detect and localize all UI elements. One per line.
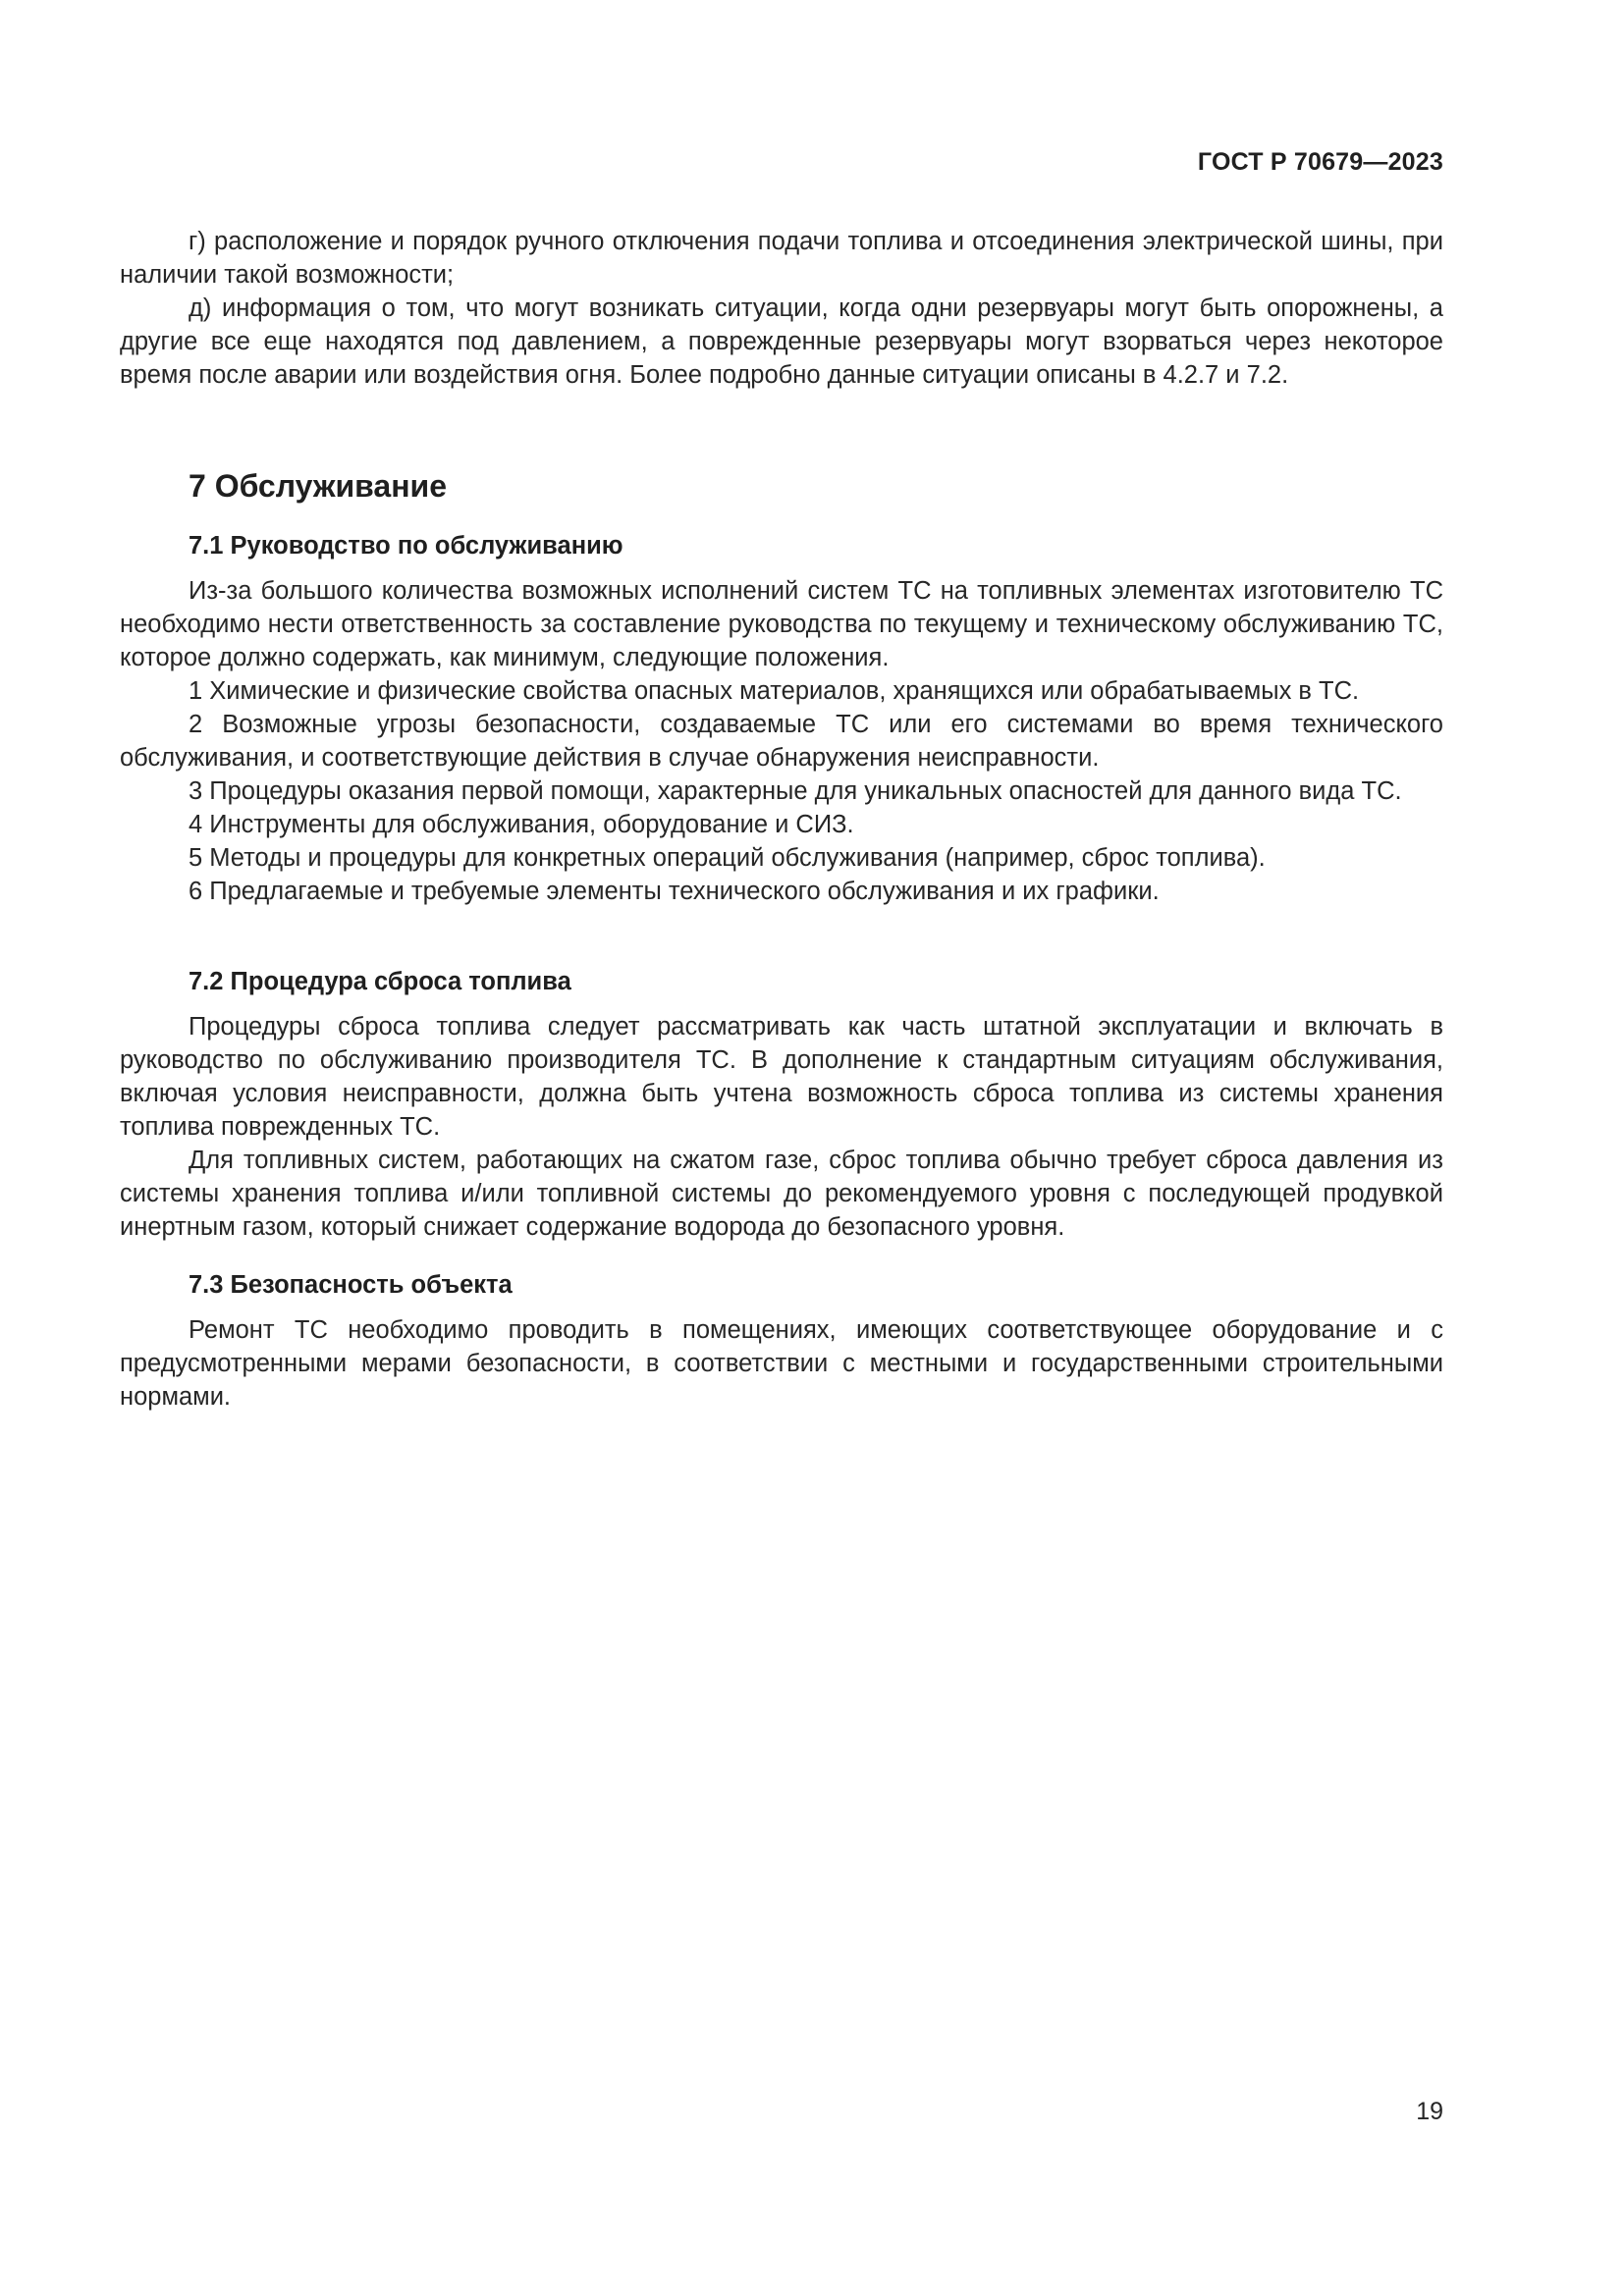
subsection-title: 7.1 Руководство по обслуживанию: [189, 532, 623, 560]
list-item: 6 Предлагаемые и требуемые элементы технического обслуживания и их графики.: [189, 878, 1160, 905]
paragraph: д) информация о том, что могут возникать ситуации, когда одни резервуары могут быть опорожнены, а другие все еще находятся под давлением, а поврежденные резервуары могут взорваться через некоторое время после аварии или воздействия огня. Более подробно данные ситуации описаны в 4.2.7 и 7.2.: [120, 294, 1443, 389]
list-item: 3 Процедуры оказания первой помощи, характерные для уникальных опасностей для данного вида ТС.: [189, 777, 1402, 805]
subsection-title: 7.3 Безопасность объекта: [189, 1271, 513, 1299]
subsection-title: 7.2 Процедура сброса топлива: [189, 968, 571, 995]
section-7: [120, 466, 1443, 506]
section-title: 7 Обслуживание: [189, 468, 448, 504]
list-item: 5 Методы и процедуры для конкретных операций обслуживания (например, сброс топлива).: [189, 844, 1266, 872]
paragraph: г) расположение и порядок ручного отключения подачи топлива и отсоединения электрической шины, при наличии такой возможности;: [120, 228, 1443, 289]
subsection-7-2: [120, 965, 1443, 1244]
list-item: 4 Инструменты для обслуживания, оборудование и СИЗ.: [189, 811, 854, 838]
paragraph: Ремонт ТС необходимо проводить в помещениях, имеющих соответствующее оборудование и с предусмотренными мерами безопасности, в соответствии с местными и государственными строительными нормами.: [120, 1316, 1443, 1411]
subsection-7-3: [120, 1268, 1443, 1414]
paragraph: Из-за большого количества возможных исполнений систем ТС на топливных элементах изготовителю ТС необходимо нести ответственность за составление руководства по текущему и техническому обслуживанию ТС, которое должно содержать, как минимум, следующие положения.: [120, 577, 1443, 671]
page-number: 19: [1416, 2098, 1443, 2125]
paragraph: Для топливных систем, работающих на сжатом газе, сброс топлива обычно требует сброса давления из системы хранения топлива и/или топливной системы до рекомендуемого уровня с последующей продувкой инертным газом, который снижает содержание водорода до безопасного уровня.: [120, 1147, 1443, 1241]
paragraph: Процедуры сброса топлива следует рассматривать как часть штатной эксплуатации и включать в руководство по обслуживанию производителя ТС. В дополнение к стандартным ситуациям обслуживания, включая условия неисправности, должна быть учтена возможность сброса топлива из системы хранения топлива поврежденных ТС.: [120, 1013, 1443, 1141]
intro-block: [120, 225, 1443, 392]
document-code: ГОСТ Р 70679—2023: [1197, 148, 1443, 176]
list-item: 2 Возможные угрозы безопасности, создаваемые ТС или его системами во время технического обслуживания, и соответствующие действия в случае обнаружения неисправности.: [120, 711, 1443, 772]
list-item: 1 Химические и физические свойства опасных материалов, хранящихся или обрабатываемых в ТС.: [189, 677, 1360, 705]
subsection-7-1: [120, 529, 1443, 908]
